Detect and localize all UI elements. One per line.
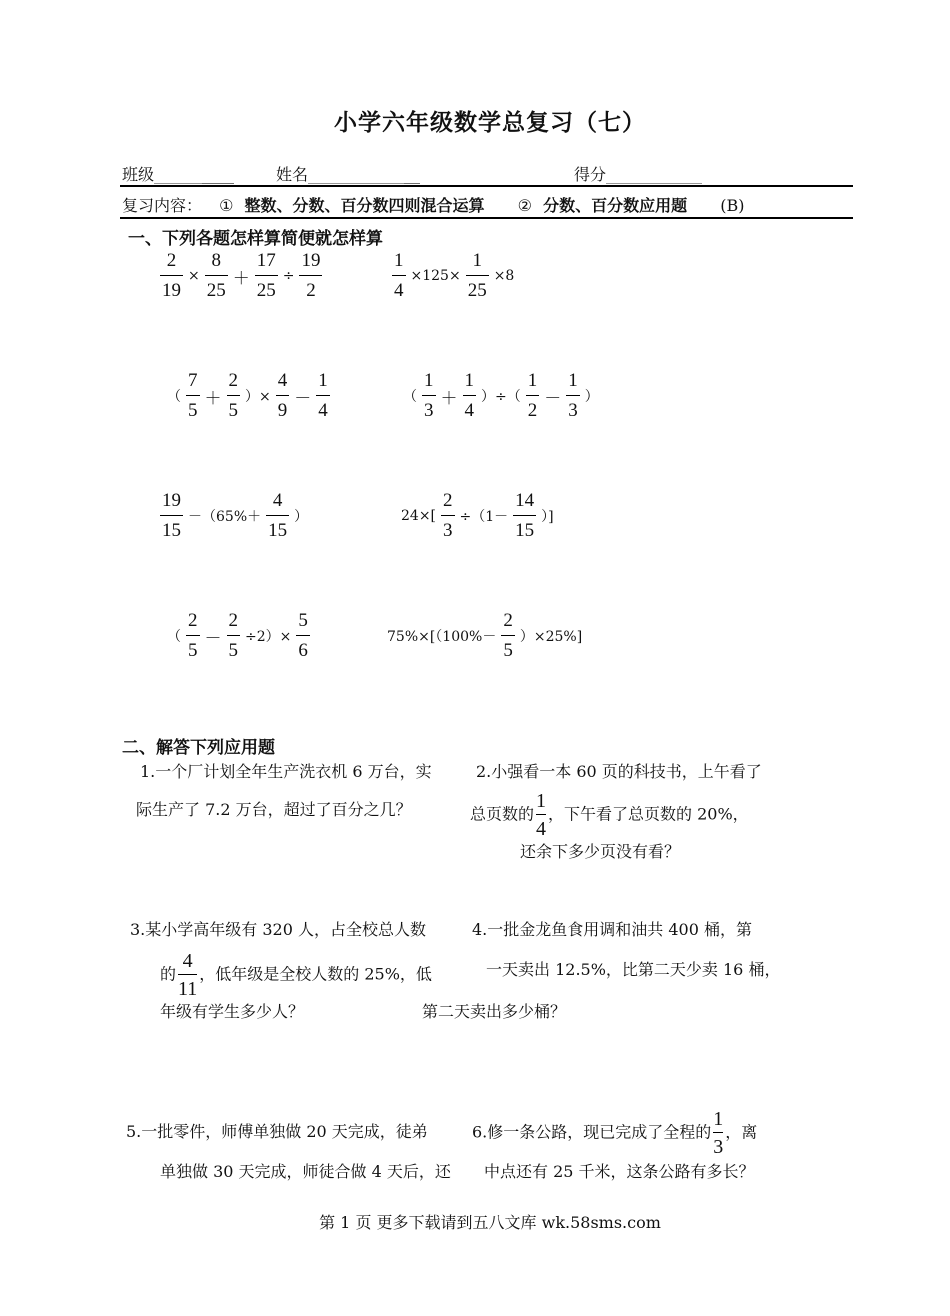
question-3-line3: 年级有学生多少人？ bbox=[160, 1002, 305, 1021]
question-2-line1: 2.小强看一本 60 页的科技书，上午看了 bbox=[476, 762, 762, 781]
question-6-line2: 中点还有 25 千米，这条公路有多长？ bbox=[484, 1162, 755, 1181]
question-4-line2: 一天卖出 12.5%，比第二天少卖 16 桶， bbox=[486, 960, 781, 979]
question-4-line1: 4.一批金龙鱼食用调和油共 400 桶，第 bbox=[472, 920, 752, 939]
section2-title: 二、解答下列应用题 bbox=[122, 738, 275, 758]
class-label: 班级__________ bbox=[122, 165, 235, 184]
question-6-line1: 6.修一条公路，现已完成了全程的 $\frac{1}{3}$ ，离 bbox=[472, 1108, 758, 1158]
question-2-line2: 总页数的 $\frac{1}{4}$ ，下午看了总页数的 20%， bbox=[470, 790, 749, 840]
problem-2: $\frac{1}{4}$ ×125× $\frac{1}{25}$ ×8 bbox=[394, 250, 515, 301]
problem-5: $\frac{19}{15}$ －（65%＋ $\frac{4}{15}$ ） bbox=[162, 490, 309, 541]
problem-7: （ $\frac{2}{5}$ － $\frac{2}{5}$ ÷2）× $\frac{5}{6}$ bbox=[167, 610, 308, 661]
question-3-line1: 3.某小学高年级有 320 人，占全校总人数 bbox=[130, 920, 426, 939]
problem-3: （ $\frac{7}{5}$ ＋ $\frac{2}{5}$ ）× $\frac{4}{9}$ － $\frac{1}{4}$ bbox=[167, 370, 328, 421]
problem-6: 24×[ $\frac{2}{3}$ ÷（1－ $\frac{14}{15}$ ）] bbox=[401, 490, 554, 541]
question-4-line3: 第二天卖出多少桶？ bbox=[422, 1002, 567, 1021]
section1-title: 一、下列各题怎样算简便就怎样算 bbox=[128, 229, 383, 249]
question-1-line2: 际生产了 7.2 万台，超过了百分之几？ bbox=[136, 800, 412, 819]
problem-8: 75%×[（100%－ $\frac{2}{5}$ ）×25%] bbox=[387, 610, 583, 661]
question-5-line2: 单独做 30 天完成，师徒合做 4 天后，还 bbox=[160, 1162, 451, 1181]
problem-4: （ $\frac{1}{3}$ ＋ $\frac{1}{4}$ ）÷（ $\frac{1}{2}$ － $\frac{1}{3}$ ） bbox=[403, 370, 599, 421]
header-rule-bottom bbox=[120, 217, 853, 219]
review-content: 复习内容： ① 整数、分数、百分数四则混合运算 ② 分数、百分数应用题 (B) bbox=[122, 196, 745, 215]
page-title: 小学六年级数学总复习（七） bbox=[334, 109, 646, 136]
question-2-line3: 还余下多少页没有看？ bbox=[520, 842, 681, 861]
name-label: 姓名______________ bbox=[276, 165, 421, 184]
header-rule-top bbox=[120, 185, 853, 187]
page-footer: 第 1 页 更多下载请到五八文库 wk.58sms.com bbox=[319, 1213, 661, 1232]
question-5-line1: 5.一批零件，师傅单独做 20 天完成，徒弟 bbox=[126, 1122, 428, 1141]
problem-1: $\frac{2}{19}$ × $\frac{8}{25}$ ＋ $\frac{17}{25}$ ÷ $\frac{19}{2}$ bbox=[162, 250, 321, 301]
score-label: 得分____________ bbox=[574, 165, 703, 184]
question-3-line2: 的 $\frac{4}{11}$ ，低年级是全校人数的 25%，低 bbox=[160, 950, 432, 1000]
question-1-line1: 1.一个厂计划全年生产洗衣机 6 万台，实 bbox=[140, 762, 432, 781]
